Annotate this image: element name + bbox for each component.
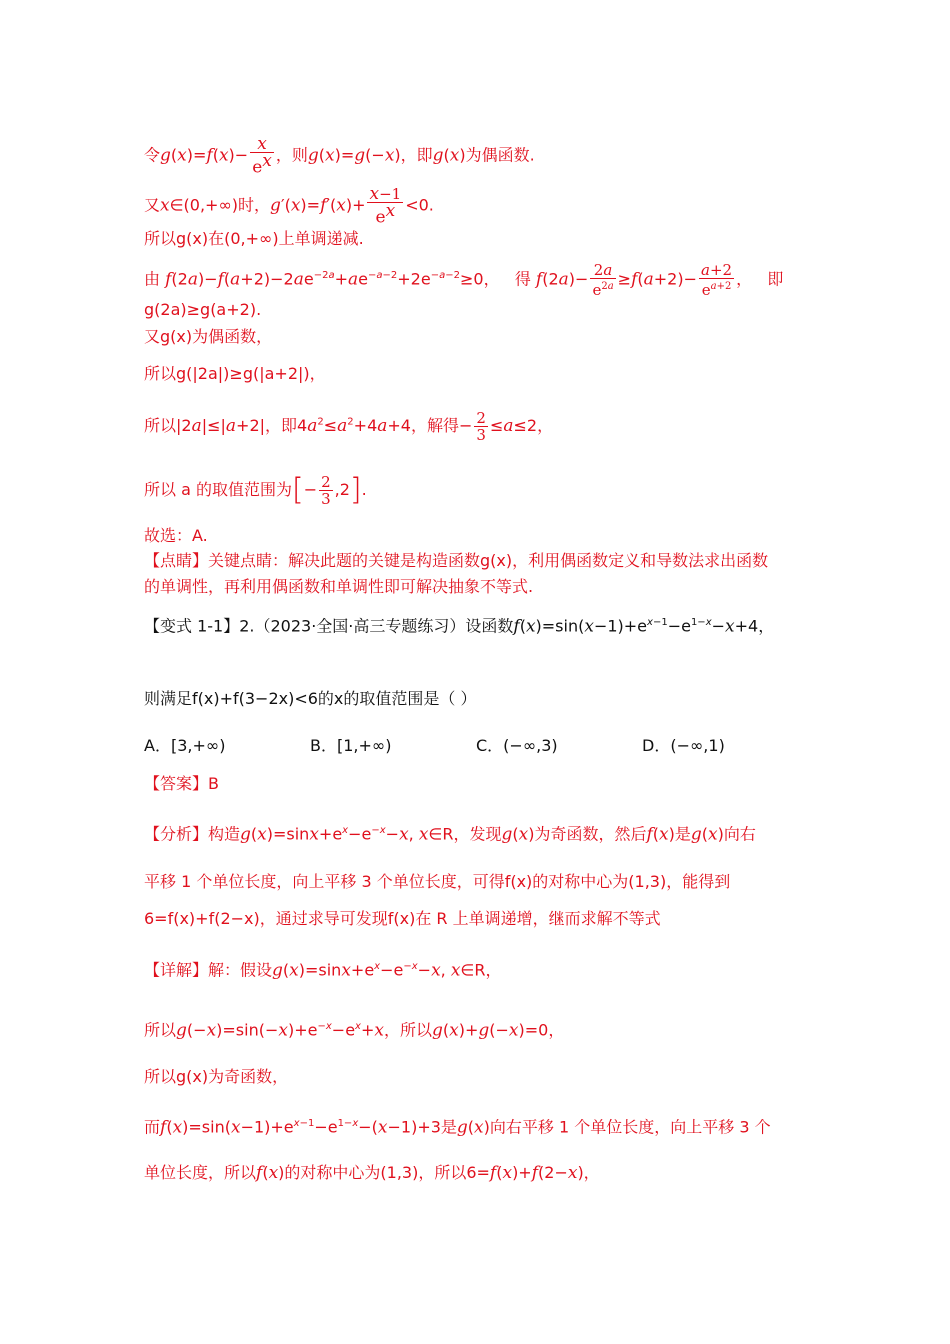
- line-10: 故选：A.: [144, 526, 208, 545]
- line-14: 则满足f(x)+f(3−2x)<6的x的取值范围是（ ）: [144, 689, 477, 708]
- line-6: 又g(x)为偶函数，: [144, 327, 273, 346]
- line-2: 又x∈(0,+∞)时，g′(x)=f′(x)+ $\frac{x-1}{e^x}$ <0.: [144, 184, 434, 228]
- line-3: 所以g(x)在(0,+∞)上单调递减.: [144, 229, 364, 248]
- line-13: 【变式 1-1】2.（2023·全国·高三专题练习）设函数$f(x)=\sin(x-1)+e^{x-1}-e^{1-x}-x+4$，: [144, 616, 775, 637]
- line-9: 所以 a 的取值范围为[− $\frac{2}{3}$ ,2].: [144, 472, 367, 508]
- option-c[interactable]: C．(−∞,3): [476, 736, 558, 755]
- detail-line-3: 所以g(x)为奇函数，: [144, 1067, 289, 1086]
- option-b[interactable]: B．[1,+∞): [310, 736, 392, 755]
- line-5: g(2a)≥g(a+2).: [144, 300, 262, 319]
- detail-line-5: 单位长度，所以f(x)的对称中心为(1,3)，所以6=f(x)+f(2−x)，: [144, 1163, 600, 1183]
- line-11: 【点睛】关键点睛：解决此题的关键是构造函数g(x)，利用偶函数定义和导数法求出函数: [144, 551, 769, 570]
- analysis-line-1: 【分析】构造$g(x)=\sin x+e^x-e^{-x}-x$, x∈R，发现g(x)为奇函数，然后f(x)是g(x)向右: [144, 824, 756, 845]
- line-1: 令g(x)=f(x)− $\frac{x}{e^x}$ ，则g(x)=g(−x)，即g(x)为偶函数.: [144, 134, 535, 178]
- line-4: 由 $f(2a)-f(a+2)-2ae^{-2a}+ae^{-a-2}+2e^{-a-2}\ge 0$， 得 f(2a)− $\frac{2a}{e^{2a}}$ ≥f(a+2)− $\frac{a+2}{e^{a+2}}$ ， 即: [144, 261, 784, 299]
- option-d[interactable]: D．(−∞,1): [642, 736, 725, 755]
- option-a[interactable]: A．[3,+∞): [144, 736, 226, 755]
- detail-line-4: 而$f(x)=\sin(x-1)+e^{x-1}-e^{1-x}-(x-1)+3$是g(x)向右平移 1 个单位长度，向上平移 3 个: [144, 1117, 771, 1138]
- line-8: 所以|2a|≤|a+2|，即$4a^2\le a^2+4a+4$，解得− $\frac{2}{3}$ ≤a≤2，: [144, 409, 554, 444]
- answer-line: 【答案】B: [144, 774, 219, 793]
- detail-line-1: 【详解】解：假设$g(x)=\sin x+e^x-e^{-x}-x$, x∈R，: [144, 960, 502, 981]
- line-7: 所以g(|2a|)≥g(|a+2|)，: [144, 364, 326, 383]
- detail-line-2: 所以$g(-x)=\sin(-x)+e^{-x}-e^x+x$，所以g(x)+g(−x)=0，: [144, 1020, 565, 1041]
- line-12: 的单调性，再利用偶函数和单调性即可解决抽象不等式.: [144, 577, 534, 596]
- analysis-line-2: 平移 1 个单位长度，向上平移 3 个单位长度，可得f(x)的对称中心为(1,3)，能得到: [144, 872, 731, 891]
- analysis-line-3: 6=f(x)+f(2−x)，通过求导可发现f(x)在 R 上单调递增，继而求解不等式: [144, 909, 661, 928]
